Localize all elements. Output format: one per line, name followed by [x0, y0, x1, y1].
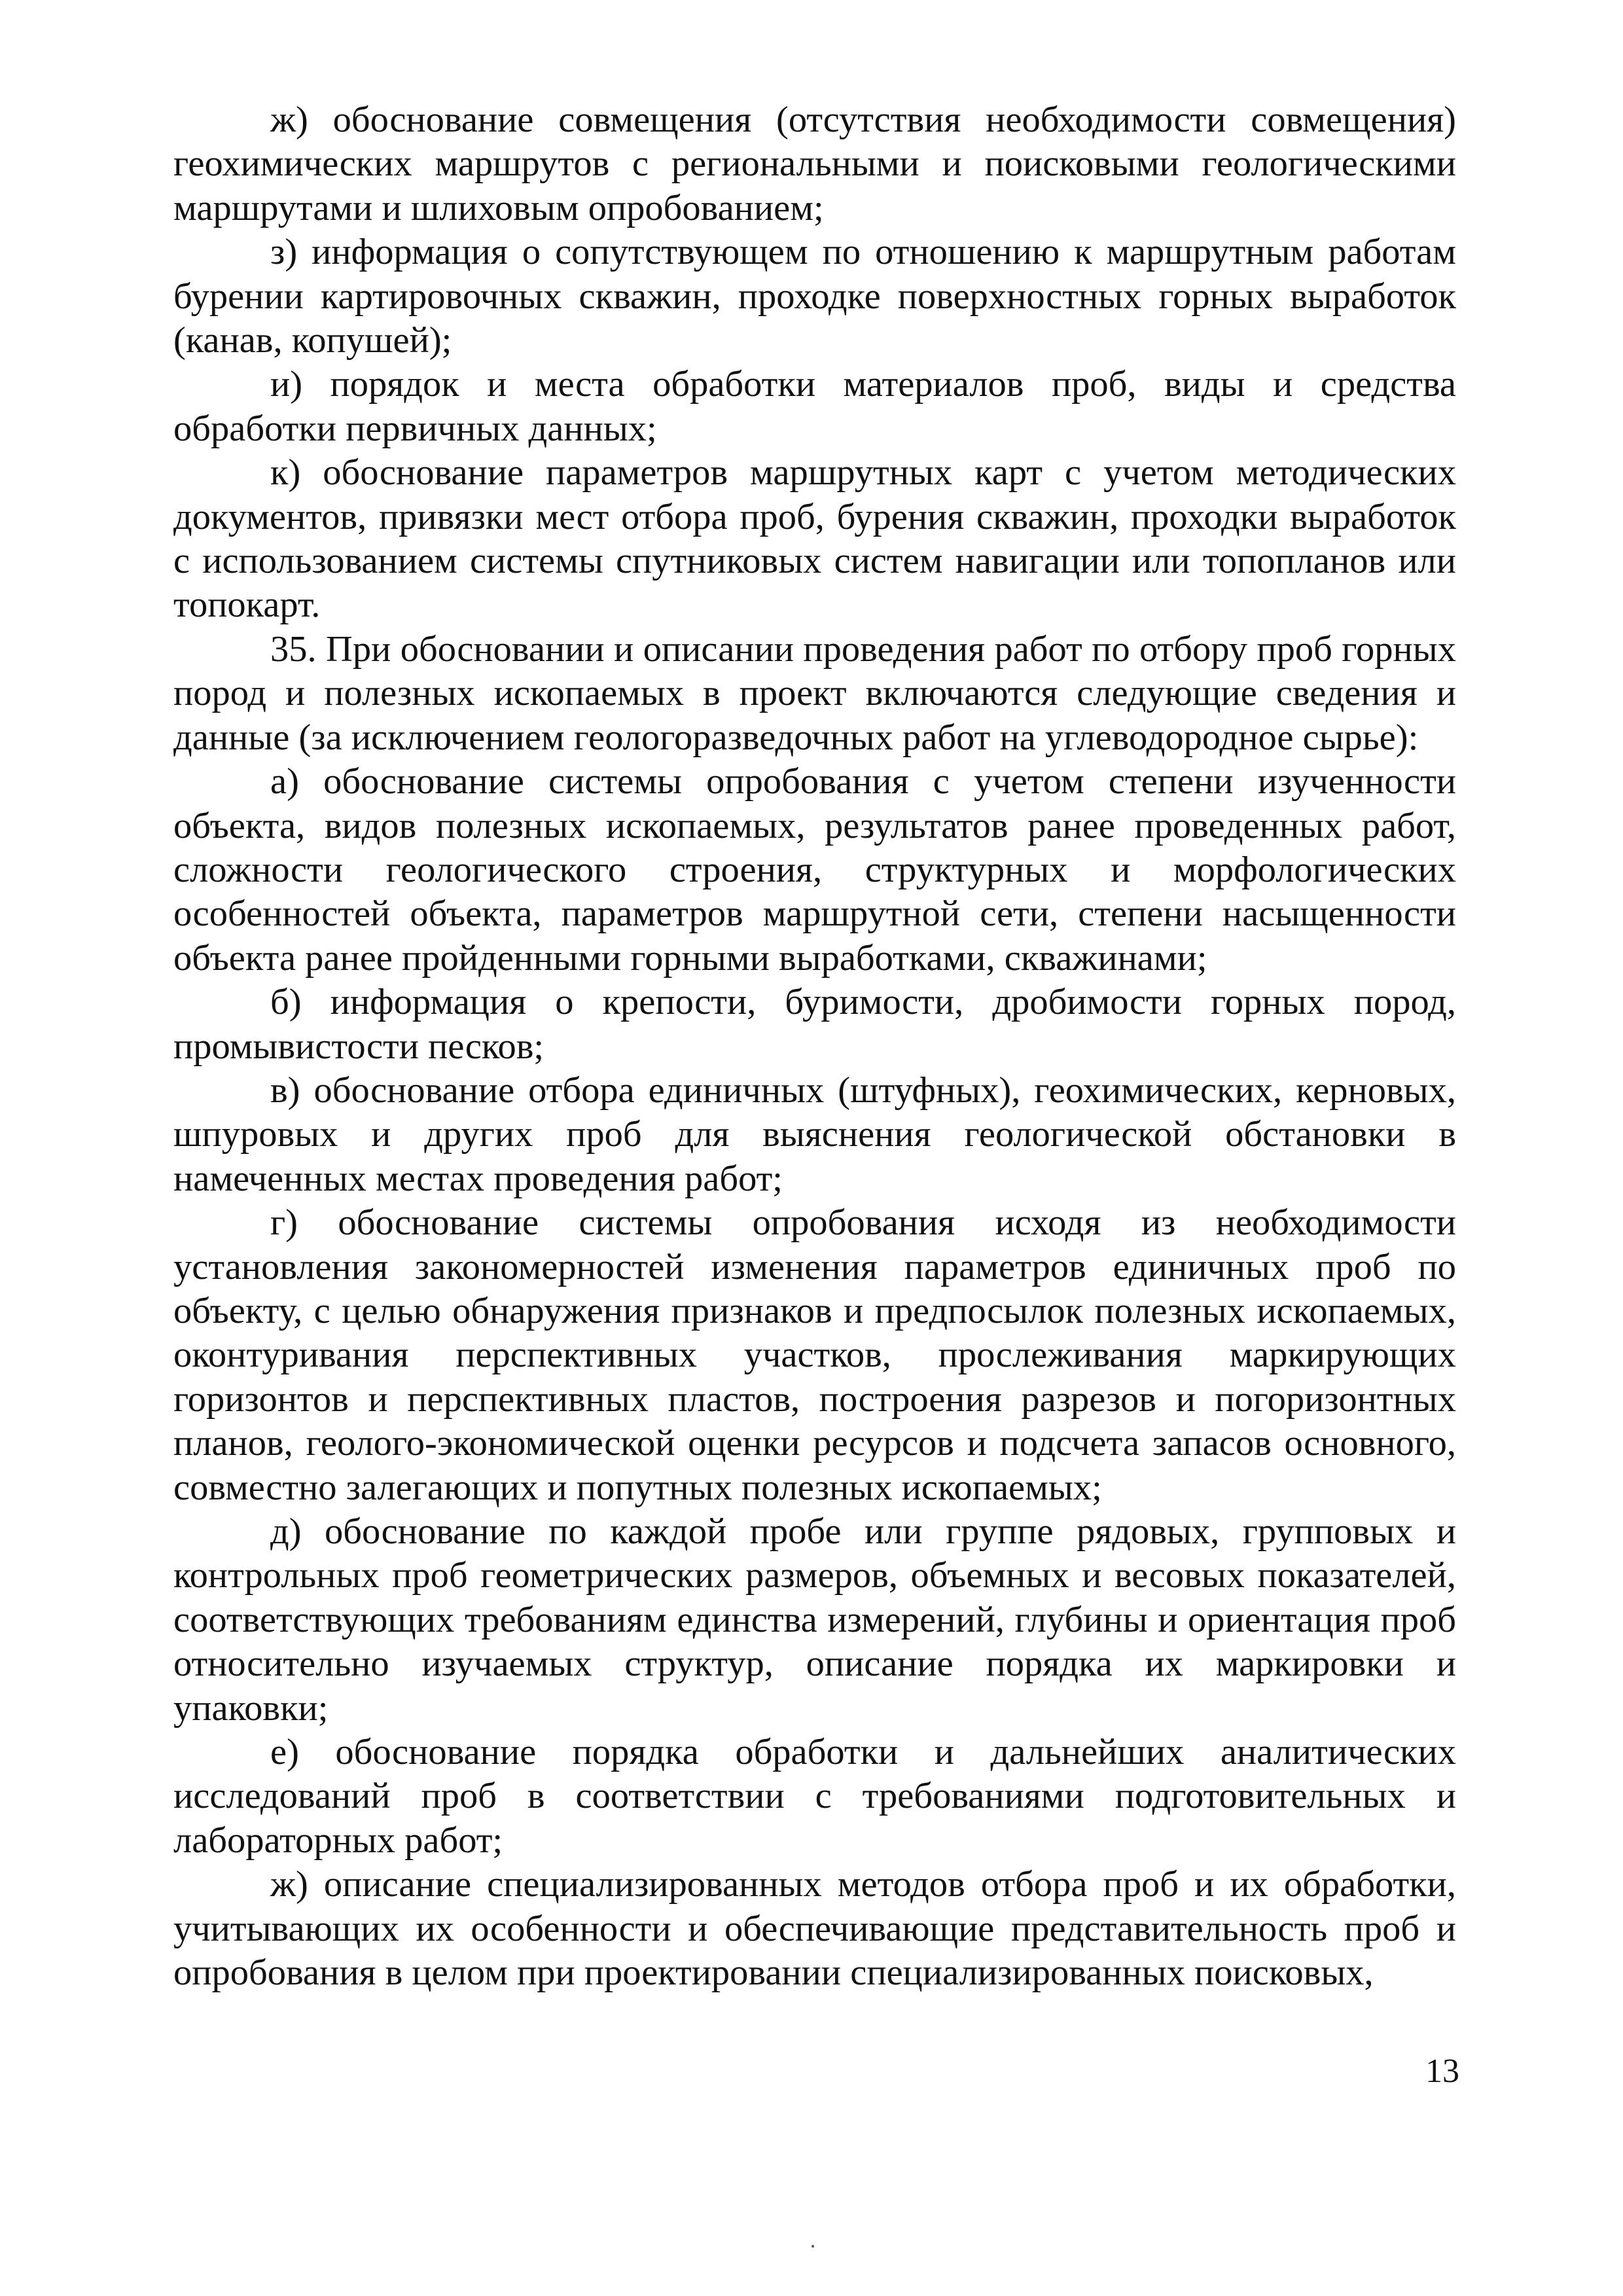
paragraph-z-drilling-info: з) информация о сопутствующем по отношению к маршрутным работам бурении картировочных скважин, проходке поверхностных горных выработок (канав, копушей); [173, 232, 1456, 361]
page-number: 13 [1425, 2053, 1459, 2090]
paragraph-35-sampling-section: 35. При обосновании и описании проведения работ по отбору проб горных пород и полезных ископаемых в проект включаются следующие сведения и данные (за исключением геологоразведочных работ на углеводородное сырье): [173, 628, 1456, 758]
paragraph-g-sampling-patterns: г) обоснование системы опробования исходя из необходимости установления закономерностей изменения параметров единичных проб по объекту, с целью обнаружения признаков и предпосылок полезных ископаемых, оконтуривания перспективных участков, прослеживания маркирующих горизонтов и перспективных пластов, построения разрезов и погоризонтных планов, геолого-экономической оценки ресурсов и подсчета запасов основного, совместно залегающих и попутных полезных ископаемых; [173, 1202, 1456, 1508]
document-body [173, 98, 1456, 1995]
paragraph-d-sample-dimensions: д) обоснование по каждой пробе или группе рядовых, групповых и контрольных проб геометрических размеров, объемных и весовых показателей, соответствующих требованиям единства измерений, глубины и ориентация проб относительно изучаемых структур, описание порядка их маркировки и упаковки; [173, 1511, 1456, 1729]
paragraph-i-processing-order: и) порядок и места обработки материалов проб, виды и средства обработки первичных данных; [173, 364, 1456, 449]
paragraph-k-route-maps: к) обоснование параметров маршрутных карт с учетом методических документов, привязки мест отбора проб, бурения скважин, проходки выработок с использованием системы спутниковых систем навигации или топопланов или топокарт. [173, 452, 1456, 626]
paragraph-zh-specialized-methods: ж) описание специализированных методов отбора проб и их обработки, учитывающих их особенности и обеспечивающие представительность проб и опробования в целом при проектировании специализированных поисковых, [173, 1864, 1456, 1994]
scan-speck [812, 2245, 814, 2248]
paragraph-v-single-samples: в) обоснование отбора единичных (штуфных), геохимических, керновых, шпуровых и других проб для выяснения геологической обстановки в намеченных местах проведения работ; [173, 1069, 1456, 1199]
paragraph-e-processing-analysis: е) обоснование порядка обработки и дальнейших аналитических исследований проб в соответствии с требованиями подготовительных и лабораторных работ; [173, 1732, 1456, 1861]
paragraph-b-rock-strength: б) информация о крепости, буримости, дробимости горных пород, промывистости песков; [173, 982, 1456, 1067]
paragraph-zh-geochem-routes: ж) обоснование совмещения (отсутствия необходимости совмещения) геохимических маршрутов с региональными и поисковыми геологическими маршрутами и шлиховым опробованием; [173, 99, 1456, 228]
paragraph-a-sampling-system: а) обоснование системы опробования с учетом степени изученности объекта, видов полезных ископаемых, результатов ранее проведенных работ, сложности геологического строения, структурных и морфологических особенностей объекта, параметров маршрутной сети, степени насыщенности объекта ранее пройденными горными выработками, скважинами; [173, 761, 1456, 978]
